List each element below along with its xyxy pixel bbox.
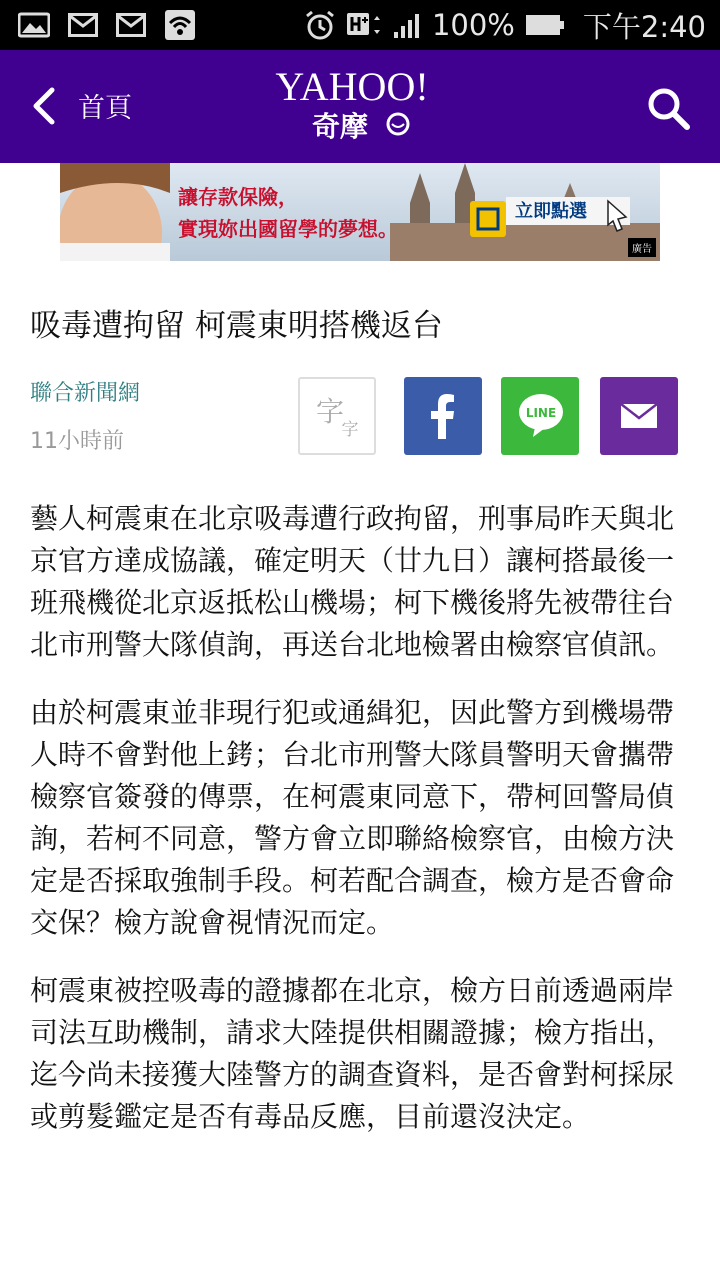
signal-icon [392, 10, 422, 40]
ad-headline-2: 實現妳出國留學的夢想。 [178, 217, 398, 241]
article-paragraph: 藝人柯震東在北京吸毒遭行政拘留，刑事局昨天與北京官方達成協議，確定明天（廿九日）讓柯搭最後一班飛機從北京返抵松山機場；柯下機後將先被帶往台北市刑警大隊偵詢，再送台北地檢署由檢察官偵訊。 [30, 502, 675, 661]
facebook-share-button[interactable] [404, 377, 482, 455]
ad-cta-button[interactable]: 立即點選 [515, 201, 587, 222]
font-small-glyph: 字 [341, 420, 359, 440]
alarm-icon [304, 9, 336, 41]
line-icon-text: LINE [525, 406, 557, 420]
logo-sub: 奇摩 [311, 110, 369, 143]
font-size-icon [300, 379, 374, 453]
app-header [0, 50, 720, 163]
home-link[interactable]: 首頁 [78, 93, 132, 124]
article-time: 11小時前 [30, 429, 124, 454]
font-big-glyph: 字 [315, 395, 345, 428]
facebook-icon [404, 377, 482, 455]
search-icon[interactable] [644, 84, 692, 132]
clock: 下午2:40 [582, 9, 706, 44]
email-share-button[interactable] [600, 377, 678, 455]
article-title: 吸毒遭拘留 柯震東明搭機返台 [30, 308, 443, 344]
notification-icons [18, 0, 196, 50]
back-arrow-icon[interactable] [26, 86, 66, 126]
mail-icon [116, 13, 146, 37]
ad-banner[interactable] [60, 163, 660, 261]
article-body [30, 498, 694, 1164]
line-icon [501, 377, 579, 455]
battery-percent: 100% [431, 8, 515, 42]
yahoo-kimo-logo [262, 58, 442, 156]
logo-text: YAHOO! [275, 64, 429, 109]
article-paragraph: 柯震東被控吸毒的證據都在北京，檢方日前透過兩岸司法互助機制，請求大陸提供相關證據；檢方指出，迄今尚未接獲大陸警方的調查資料，是否會對柯採尿或剪髮鑑定是否有毒品反應，目前還沒決定。 [30, 974, 675, 1133]
gallery-icon [18, 12, 50, 38]
font-size-button[interactable] [298, 377, 376, 455]
envelope-icon [600, 377, 678, 455]
article-source-link[interactable]: 聯合新聞網 [30, 381, 141, 406]
wifi-box-icon [164, 9, 196, 41]
line-share-button[interactable] [501, 377, 579, 455]
system-status [304, 0, 706, 50]
ad-headline-1: 讓存款保險， [178, 185, 298, 209]
status-bar [0, 0, 720, 50]
article-paragraph: 由於柯震東並非現行犯或通緝犯，因此警方到機場帶人時不會對他上銬；台北市刑警大隊員警明天會攜帶檢察官簽發的傳票，在柯震東同意下，帶柯回警局偵詢，若柯不同意，警方會立即聯絡檢察官，由檢方決定是否採取強制手段。柯若配合調查，檢方是否會命交保？檢方說會視情況而定。 [30, 696, 675, 939]
battery-icon [525, 13, 565, 37]
mail-icon [68, 13, 98, 37]
ad-label: 廣告 [628, 238, 656, 257]
network-hplus-icon [346, 10, 382, 40]
